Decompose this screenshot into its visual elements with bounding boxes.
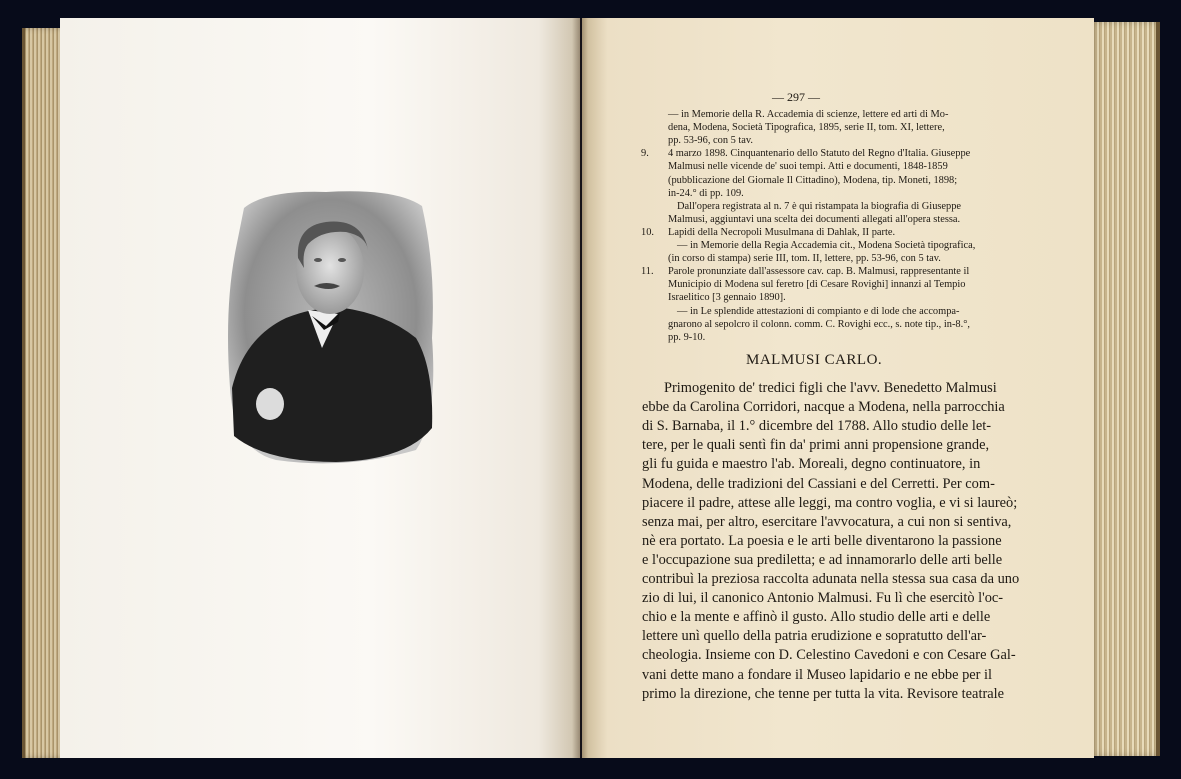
bibliography-line: Malmusi nelle vicende de' suoi tempi. Atti e documenti, 1848-1859 (668, 161, 948, 173)
bibliography-line: Malmusi, aggiuntavi una scelta dei documenti allegati all'opera stessa. (668, 213, 961, 225)
body-line: gli fu guida e maestro l'ab. Moreali, degno continuatore, in (642, 456, 981, 473)
bibliography-line: dena, Modena, Società Tipografica, 1895, serie II, tom. XI, lettere, (668, 122, 945, 134)
body-line: primo la direzione, che tenne per tutta la vita. Revisore teatrale (642, 685, 1005, 702)
body-line: contribuì la preziosa raccolta adunata nella stessa sua casa da uno (642, 571, 1020, 587)
portrait-photograph (226, 188, 436, 466)
body-line: Modena, delle tradizioni del Cassiani e del Cerretti. Per com- (642, 475, 995, 492)
body-line: chio e la mente e affinò il gusto. Allo studio delle arti e delle (642, 609, 991, 626)
body-line: tere, per le quali sentì fin da' primi anni propensione grande, (642, 437, 990, 454)
bibliography-number: 10. (641, 226, 654, 238)
bibliography-line: (in corso di stampa) serie III, tom. II, lettere, pp. 53-96, con 5 tav. (668, 253, 941, 265)
bibliography-line: — in Memorie della R. Accademia di scienze, lettere ed arti di Mo- (668, 109, 949, 120)
bibliography-number: 11. (641, 266, 654, 278)
body-line: Primogenito de' tredici figli che l'avv. Benedetto Malmusi (664, 380, 997, 396)
body-line: e l'occupazione sua prediletta; e ad innamorarlo delle arti belle (642, 551, 1003, 568)
bibliography-line: 4 marzo 1898. Cinquantenario dello Statuto del Regno d'Italia. Giuseppe (668, 148, 971, 160)
body-line: ebbe da Carolina Corridori, nacque a Modena, nella parrocchia (642, 399, 1005, 416)
bibliography-line: pp. 53-96, con 5 tav. (668, 135, 754, 147)
bibliography-line: (pubblicazione del Giornale Il Cittadino), Modena, tip. Moneti, 1898; (668, 174, 958, 186)
bibliography-line: Lapidi della Necropoli Musulmana di Dahlak, II parte. (668, 226, 896, 238)
body-line: lettere unì quello della patria erudizione e sopratutto dell'ar- (642, 628, 987, 645)
section-title: MALMUSI CARLO. (746, 352, 883, 368)
body-line: di S. Barnaba, il 1.° dicembre del 1788. Allo studio delle let- (642, 418, 992, 435)
bibliography-line: Parole pronunziate dall'assessore cav. cap. B. Malmusi, rappresentante il (668, 266, 970, 278)
body-line: vani dette mano a fondare il Museo lapidario e ne ebbe per il (642, 666, 993, 683)
body-line: senza mai, per altro, esercitare l'avvocatura, a cui non si sentiva, (642, 513, 1012, 530)
body-line: nè era portato. La poesia e le arti belle diventarono la passione (642, 532, 1002, 549)
bibliography-line: gnarono al sepolcro il colonn. comm. C. Rovighi ecc., s. note tip., in-8.°, (668, 318, 970, 330)
bibliography-line: — in Memorie della Regia Accademia cit., Modena Società tipografica, (677, 240, 976, 251)
body-line: cheologia. Insieme con D. Celestino Cavedoni e con Cesare Gal- (642, 647, 1016, 664)
page-number: — 297 — (772, 90, 820, 104)
book-gutter (572, 18, 588, 758)
bibliography-line: Municipio di Modena sul feretro [di Cesare Rovighi] innanzi al Tempio (668, 279, 966, 291)
bibliography-line: pp. 9-10. (668, 331, 706, 343)
body-line: piacere il padre, attese alle leggi, ma contro voglia, e vi si laureò; (642, 494, 1018, 511)
bibliography-line: in-24.° di pp. 109. (668, 187, 744, 199)
bibliography-line: — in Le splendide attestazioni di compianto e di lode che accompa- (677, 305, 960, 317)
bibliography-number: 9. (641, 148, 649, 160)
bibliography-line: Dall'opera registrata al n. 7 è qui ristampata la biografia di Giuseppe (677, 200, 962, 212)
right-page-edges (1090, 22, 1160, 756)
body-line: zio di lui, il canonico Antonio Malmusi. Fu lì che esercitò l'oc- (642, 590, 1004, 607)
bibliography-line: Israelitico [3 gennaio 1890]. (668, 292, 786, 304)
